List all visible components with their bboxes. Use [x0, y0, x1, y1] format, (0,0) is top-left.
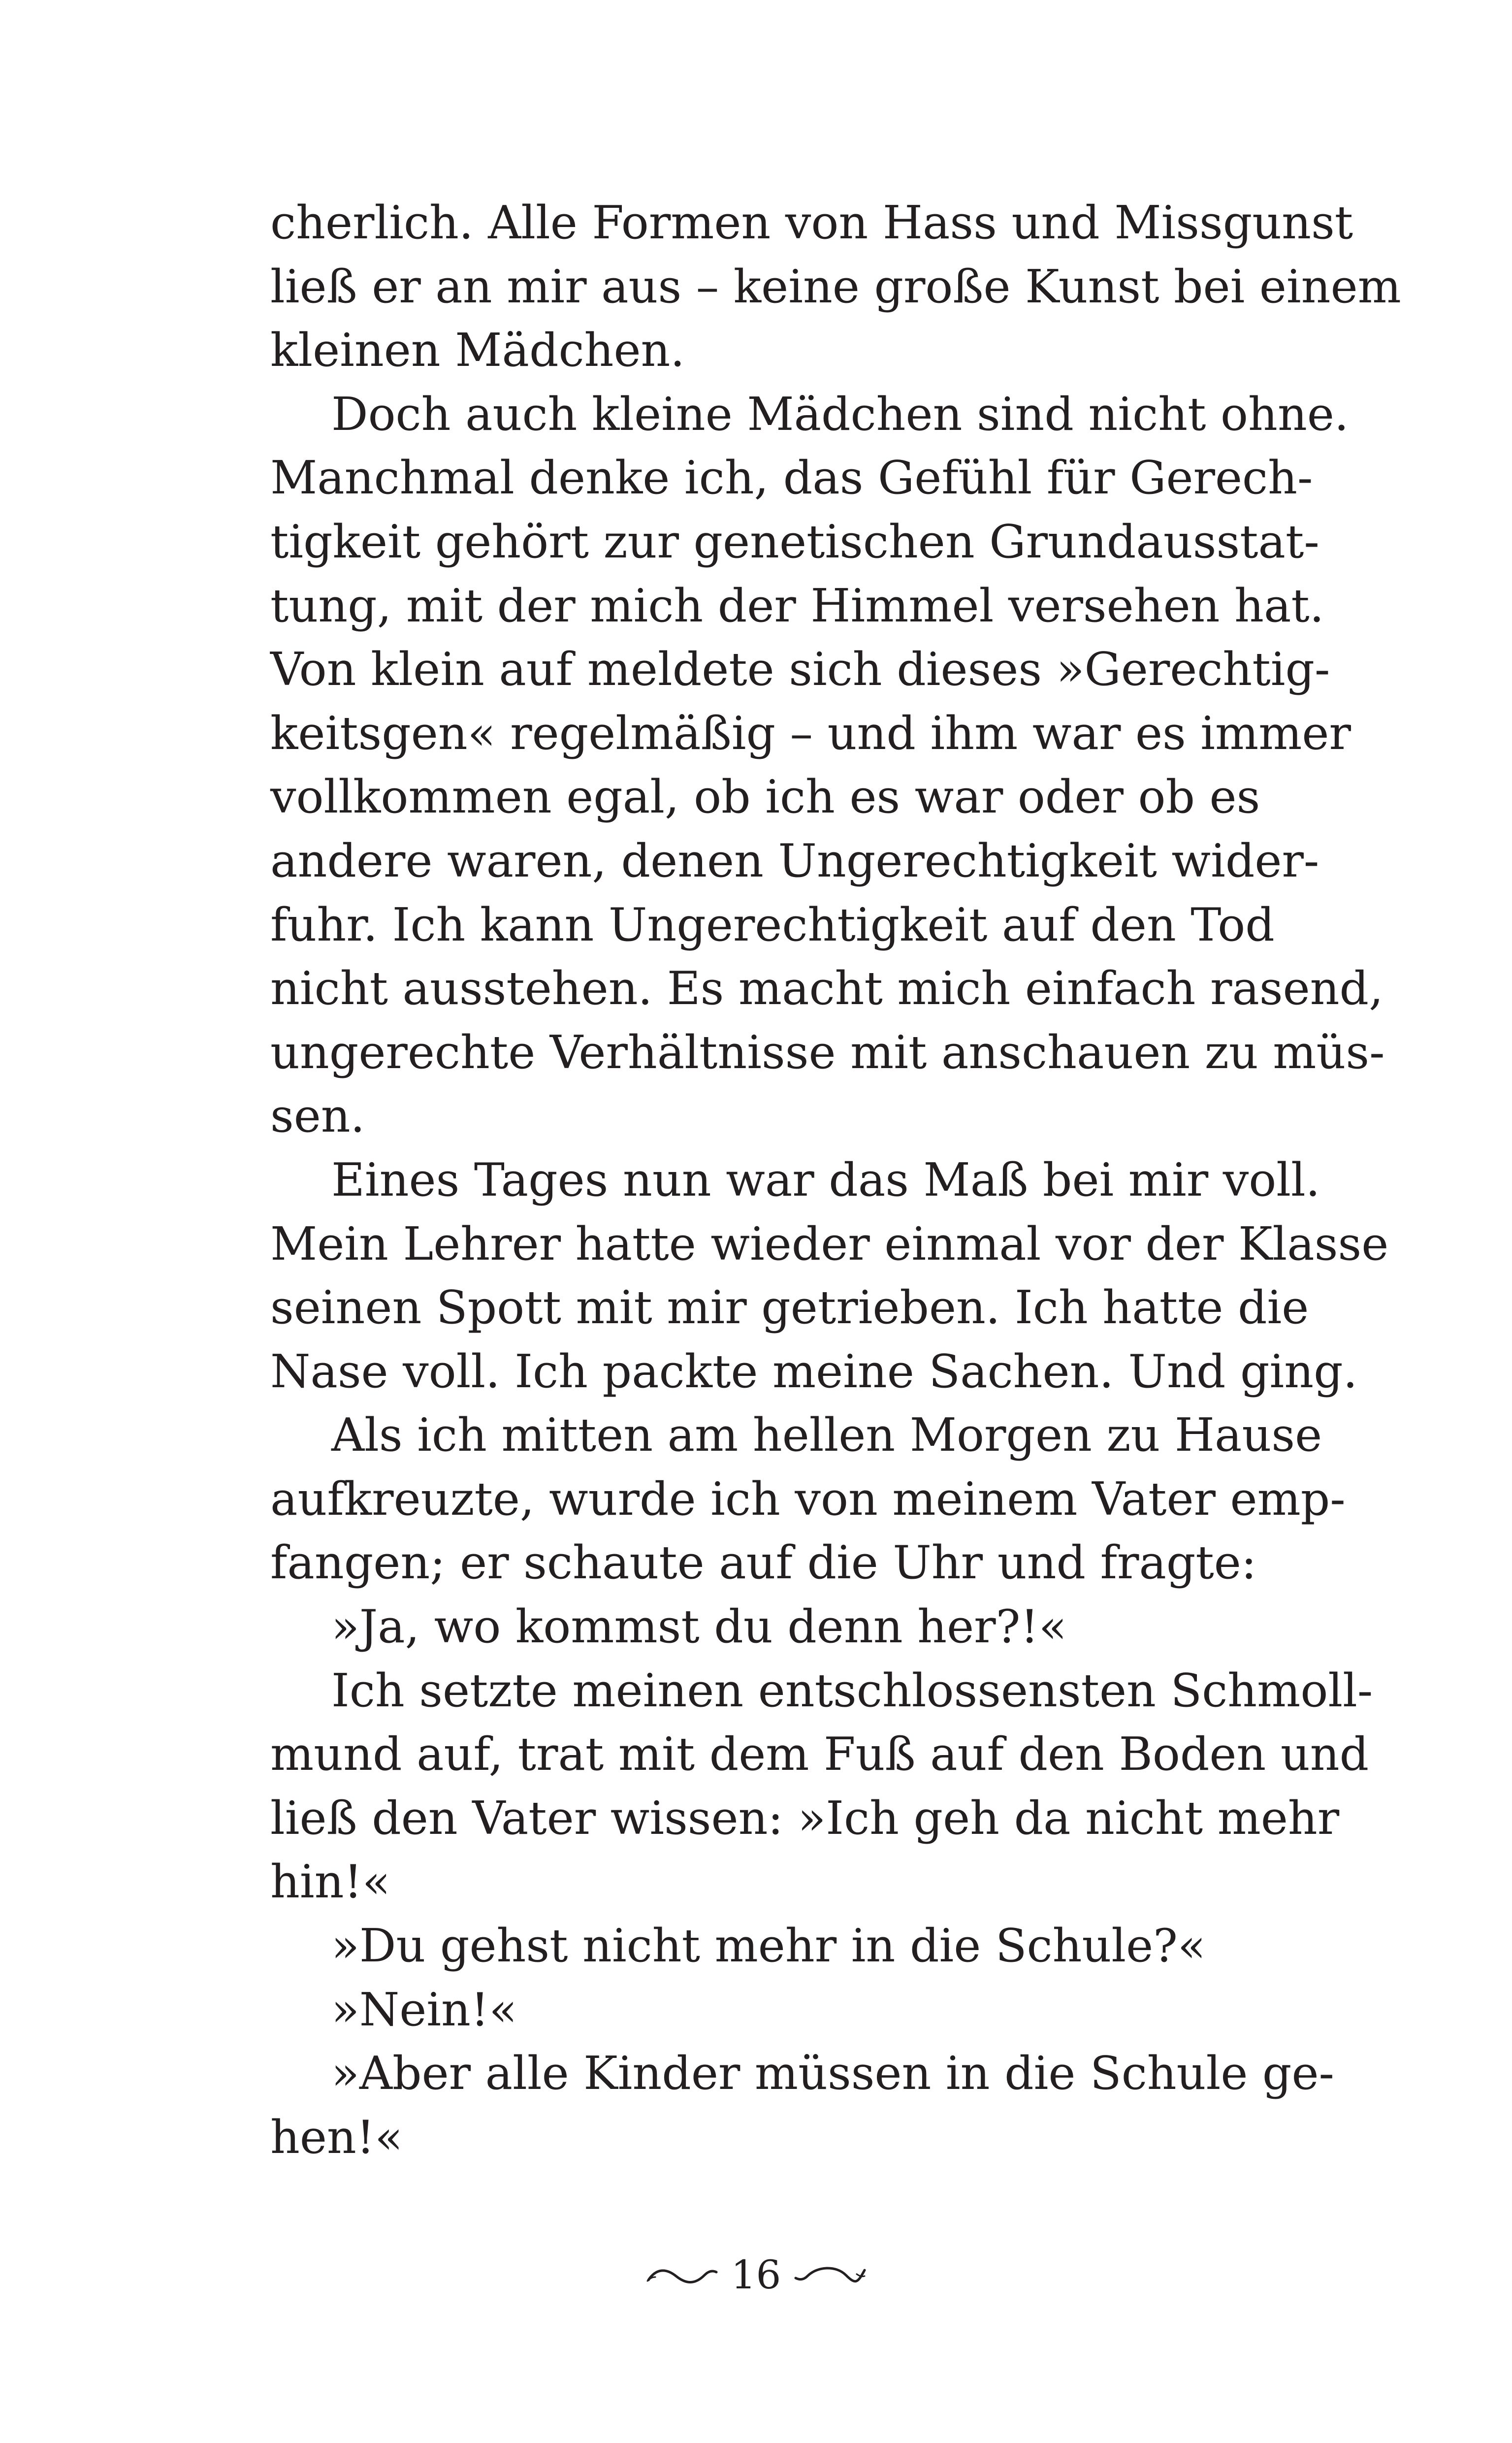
- page-number: 16: [731, 2252, 781, 2298]
- text-line: aufkreuzte, wurde ich von meinem Vater emp-: [270, 1472, 1346, 1526]
- text-line: sen.: [270, 1089, 365, 1143]
- text-line: mund auf, trat mit dem Fuß auf den Boden und: [270, 1727, 1369, 1781]
- text-line: keitsgen« regelmäßig – und ihm war es immer: [270, 706, 1351, 760]
- body-text: [270, 191, 1401, 2169]
- text-line: andere waren, denen Ungerechtigkeit wider-: [270, 834, 1319, 887]
- text-line: Ich setzte meinen entschlossensten Schmoll-: [331, 1663, 1373, 1717]
- text-line: »Nein!«: [331, 1983, 517, 2036]
- text-line: »Du gehst nicht mehr in die Schule?«: [331, 1919, 1206, 1973]
- text-line: Doch auch kleine Mädchen sind nicht ohne.: [331, 387, 1349, 441]
- text-line: fangen; er schaute auf die Uhr und fragte:: [270, 1536, 1257, 1590]
- text-line: tigkeit gehört zur genetischen Grundausstat-: [270, 515, 1319, 568]
- text-line: Von klein auf meldete sich dieses »Gerechtig-: [270, 643, 1330, 696]
- text-line: fuhr. Ich kann Ungerechtigkeit auf den Tod: [270, 898, 1275, 951]
- text-line: Mein Lehrer hatte wieder einmal vor der Klasse: [270, 1217, 1389, 1270]
- text-line: Nase voll. Ich packte meine Sachen. Und ging.: [270, 1344, 1358, 1398]
- text-line: »Aber alle Kinder müssen in die Schule ge-: [331, 2047, 1334, 2100]
- text-line: ließ den Vater wissen: »Ich geh da nicht mehr: [270, 1791, 1340, 1845]
- text-line: tung, mit der mich der Himmel versehen hat.: [270, 579, 1324, 632]
- text-line: vollkommen egal, ob ich es war oder ob es: [270, 770, 1260, 824]
- text-line: ließ er an mir aus – keine große Kunst bei einem: [270, 260, 1401, 313]
- text-line: hen!«: [270, 2110, 403, 2164]
- text-line: ungerechte Verhältnisse mit anschauen zu müs-: [270, 1025, 1385, 1079]
- text-line: Manchmal denke ich, das Gefühl für Gerech-: [270, 451, 1313, 505]
- text-line: cherlich. Alle Formen von Hass und Missgunst: [270, 196, 1353, 249]
- right-swash-ornament: [793, 2263, 867, 2287]
- text-line: Eines Tages nun war das Maß bei mir voll.: [331, 1153, 1320, 1206]
- text-line: nicht ausstehen. Es macht mich einfach rasend,: [270, 962, 1383, 1015]
- page-footer: [0, 2246, 1512, 2305]
- left-swash-ornament: [645, 2263, 719, 2287]
- text-line: Als ich mitten am hellen Morgen zu Hause: [331, 1408, 1322, 1462]
- text-line: kleinen Mädchen.: [270, 324, 685, 377]
- text-line: hin!«: [270, 1855, 390, 1909]
- text-line: seinen Spott mit mir getrieben. Ich hatte die: [270, 1281, 1309, 1335]
- text-line: »Ja, wo kommst du denn her?!«: [331, 1600, 1067, 1654]
